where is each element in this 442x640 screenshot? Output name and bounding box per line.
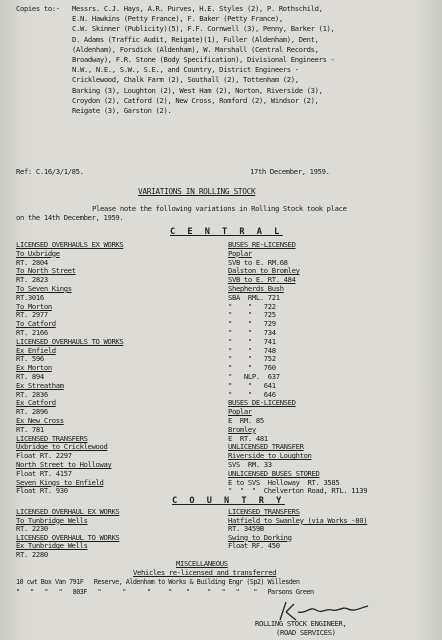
central-left-line: Ex New Cross — [16, 416, 64, 425]
central-left-line: Ex Streatham — [16, 380, 64, 390]
copies-line: (Aldenham), Forsdick (Aldenham), W. Marshall (Central Records, — [72, 44, 319, 54]
central-left-line: RT. 2804 — [16, 257, 48, 267]
central-left-line: Ex Catford — [16, 398, 56, 408]
reference: Ref: C.16/3/1/85. — [16, 167, 84, 176]
central-right-line: Poplar — [228, 407, 252, 417]
central-left-line: To Seven Kings — [16, 284, 72, 293]
central-left-line: North Street to Holloway — [16, 460, 112, 469]
central-left-line: Ex Morton — [16, 363, 52, 373]
misc-line-1: 10 cwt Box Van 791F Reserve, Aldenham to Works & Building Engr (Sp2) Willesden — [16, 578, 300, 586]
country-right-line: LICENSED TRANSFERS — [228, 507, 300, 516]
intro-line-1: Please note the following variations in Rolling Stock took place — [92, 204, 347, 213]
central-left-line: To Morton — [16, 301, 52, 311]
country-left-line: LICENSED OVERHAUL EX WORKS — [16, 507, 120, 516]
central-right-line: " " 646 — [228, 389, 276, 399]
misc-subheading: Vehicles re-licensed and transferred — [133, 568, 277, 577]
document-title: VARIATIONS IN ROLLING STOCK — [138, 187, 256, 196]
central-right-line: UNLICENSED BUSES STORED — [228, 468, 320, 478]
central-left-line: Float RT. 930 — [16, 486, 68, 496]
country-left-line: Ex Tunbridge Wells — [16, 541, 88, 551]
central-right-line: UNLICENSED TRANSFER — [228, 442, 304, 452]
central-right-line: Poplar — [228, 248, 252, 258]
central-left-line: Uxbridge to Cricklewood — [16, 442, 108, 452]
central-left-line: To North Street — [16, 266, 76, 276]
central-right-line: BUSES DE-LICENSED — [228, 398, 296, 408]
copies-line: D. Adams (Traffic Audit, Reigate)(1), Fuller (Aldenham), Dent, — [72, 34, 319, 44]
central-right-line: " " 752 — [228, 354, 276, 364]
misc-heading: MISCELLANEOUS — [176, 559, 228, 568]
copies-line: Cricklewood, Chalk Farm (2), Southall (2), Tottenham (2), — [72, 75, 299, 85]
central-left-line: To Catford — [16, 319, 56, 329]
central-left-line: RT. 2896 — [16, 407, 48, 417]
central-left-line: Ex Enfield — [16, 345, 56, 355]
central-left-line: LICENSED TRANSFERS — [16, 433, 88, 443]
copies-line: Broadway), F.R. Stone (Body Specification), Divisional Engineers - — [72, 55, 335, 64]
central-left-line: Float RT. 2297 — [16, 451, 72, 461]
central-right-line: " " " Chelverton Road, RTL. 1139 — [228, 486, 368, 496]
central-left-line: RT. 2823 — [16, 275, 48, 285]
country-right-line: Float RF. 450 — [228, 541, 280, 551]
central-right-line: Bromley — [228, 424, 256, 434]
central-left-line: RT. 781 — [16, 424, 44, 434]
country-right-line: Swing to Dorking — [228, 532, 292, 542]
central-left-line: LICENSED OVERHAULS TO WORKS — [16, 336, 124, 346]
central-right-line: SBA RML. 721 — [228, 292, 280, 302]
central-right-line: E RT. 481 — [228, 433, 268, 443]
central-right-line: SVB to E. RM.68 — [228, 257, 288, 267]
central-left-line: Float RT. 4157 — [16, 468, 72, 478]
central-left-line: RT. 2836 — [16, 389, 48, 399]
central-right-line: " " 760 — [228, 363, 276, 373]
signoff-dept: (ROAD SERVICES) — [276, 628, 336, 637]
central-left-line: RT. 894 — [16, 372, 44, 381]
central-right-line: BUSES RE-LICENSED — [228, 240, 296, 249]
intro-line-2: on the 14th December, 1959. — [16, 213, 124, 222]
country-right-line: RT. 3459B — [228, 524, 264, 534]
signoff-title: ROLLING STOCK ENGINEER, — [255, 619, 347, 628]
central-right-line: " " 725 — [228, 310, 276, 320]
central-left-line: RT. 2977 — [16, 310, 48, 320]
copies-line: Croydon (2), Catford (2), New Cross, Romford (2), Windsor (2), — [72, 95, 319, 105]
country-left-line: LICENSED OVERHAUL TO WORKS — [16, 532, 120, 542]
copies-line: E.N. Hawkins (Petty France), F. Baker (Petty France), — [72, 14, 283, 24]
central-right-line: " " 722 — [228, 301, 276, 311]
central-right-line: " " 741 — [228, 336, 276, 346]
central-left-line: RT.3016 — [16, 292, 44, 302]
country-left-line: RT. 2280 — [16, 550, 48, 559]
central-left-line: To Uxbridge — [16, 248, 60, 258]
central-right-line: " " 729 — [228, 319, 276, 329]
central-left-line: Seven Kings to Enfield — [16, 477, 104, 487]
misc-line-2: " " " " 803F " " " " " " " " " Parsons Green — [16, 588, 314, 596]
central-right-line: " " 748 — [228, 345, 276, 355]
copies-line: N.W., N.E., S.W., S.E., and Country, District Engineers - — [72, 65, 299, 75]
central-left-line: LICENSED OVERHAULS EX WORKS — [16, 240, 124, 249]
country-left-line: To Tunbridge Wells — [16, 515, 88, 525]
central-left-line: RT. 596 — [16, 354, 44, 364]
central-right-line: " " 734 — [228, 328, 276, 337]
copies-line: Barking (3), Loughton (2), West Ham (2), Norton, Riverside (3), — [72, 85, 323, 95]
copies-line: Reigate (3), Garston (2). — [72, 106, 172, 115]
document-date: 17th December, 1959. — [250, 167, 330, 176]
copies-label: Copies to:- — [16, 4, 60, 13]
country-heading: C O U N T R Y — [172, 496, 285, 506]
central-left-line: RT. 2166 — [16, 328, 48, 337]
central-right-line: SVB to E. RT. 484 — [228, 275, 296, 285]
central-right-line: SVS RM. 33 — [228, 460, 272, 469]
central-right-line: Dalston to Bromley — [228, 266, 300, 276]
central-right-line: Riverside to Loughton — [228, 451, 312, 461]
central-heading: C E N T R A L — [170, 227, 283, 237]
copies-line: C.W. Skinner (Publicity)(5), F.F. Cornwell (3), Penny, Barker (1), — [72, 24, 335, 34]
central-right-line: E RM. 85 — [228, 416, 264, 425]
country-left-line: RT. 2230 — [16, 524, 48, 534]
central-right-line: " NLP. 637 — [228, 372, 280, 381]
country-right-line: Hatfield to Swanley (via Works -80) — [228, 515, 368, 525]
central-right-line: Shepherds Bush — [228, 284, 284, 293]
central-right-line: E to SVS Holloway RT. 3585 — [228, 477, 340, 487]
copies-line: Messrs. C.J. Hays, A.R. Purves, H.E. Styles (2), P. Rothschild, — [72, 4, 323, 13]
central-right-line: " " 641 — [228, 380, 276, 390]
